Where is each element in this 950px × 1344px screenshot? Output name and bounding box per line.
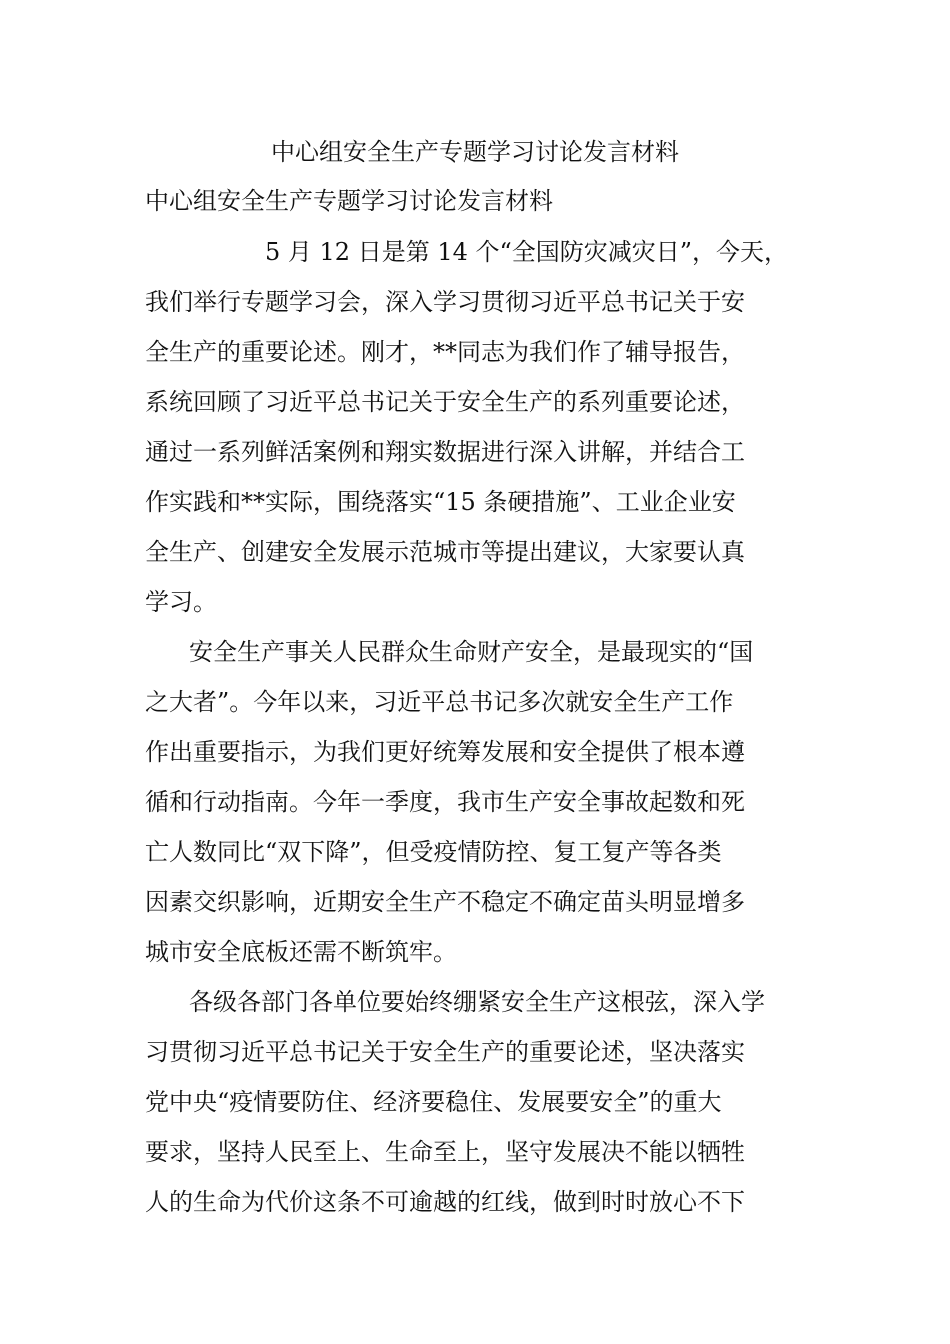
paragraph-3-line-5: 人的生命为代价这条不可逾越的红线，做到时时放心不下: [145, 1188, 745, 1216]
paragraph-1-line-2: 我们举行专题学习会，深入学习贯彻习近平总书记关于安: [145, 288, 745, 316]
paragraph-2-line-2: 之大者”。今年以来，习近平总书记多次就安全生产工作: [145, 688, 734, 716]
paragraph-3-line-1: 各级各部门各单位要始终绷紧安全生产这根弦，深入学: [189, 988, 765, 1016]
paragraph-3-line-2: 习贯彻习近平总书记关于安全生产的重要论述，坚决落实: [145, 1038, 745, 1066]
paragraph-2-line-6: 因素交织影响，近期安全生产不稳定不确定苗头明显增多: [145, 888, 745, 916]
paragraph-3-line-4: 要求，坚持人民至上、生命至上，坚守发展决不能以牺牲: [145, 1138, 745, 1166]
document-title: 中心组安全生产专题学习讨论发言材料: [271, 138, 679, 166]
paragraph-1-line-6: 作实践和**实际，围绕落实“15 条硬措施”、工业企业安: [145, 488, 736, 516]
paragraph-2-line-1: 安全生产事关人民群众生命财产安全，是最现实的“国: [189, 638, 754, 666]
paragraph-2-line-5: 亡人数同比“双下降”，但受疫情防控、复工复产等各类: [145, 838, 722, 866]
document-subtitle: 中心组安全生产专题学习讨论发言材料: [145, 187, 553, 215]
paragraph-2-line-3: 作出重要指示，为我们更好统筹发展和安全提供了根本遵: [145, 738, 745, 766]
paragraph-2-line-4: 循和行动指南。今年一季度，我市生产安全事故起数和死: [145, 788, 745, 816]
paragraph-1-line-3: 全生产的重要论述。刚才，**同志为我们作了辅导报告，: [145, 338, 745, 366]
paragraph-1-line-5: 通过一系列鲜活案例和翔实数据进行深入讲解，并结合工: [145, 438, 745, 466]
paragraph-1-line-8: 学习。: [145, 588, 217, 616]
paragraph-1-line-1: 5 月 12 日是第 14 个“全国防灾减灾日”，今天，: [265, 238, 789, 266]
paragraph-3-line-3: 党中央“疫情要防住、经济要稳住、发展要安全”的重大: [145, 1088, 722, 1116]
paragraph-2-line-7: 城市安全底板还需不断筑牢。: [145, 938, 457, 966]
paragraph-1-line-7: 全生产、创建安全发展示范城市等提出建议，大家要认真: [145, 538, 745, 566]
paragraph-1-line-4: 系统回顾了习近平总书记关于安全生产的系列重要论述，: [145, 388, 745, 416]
